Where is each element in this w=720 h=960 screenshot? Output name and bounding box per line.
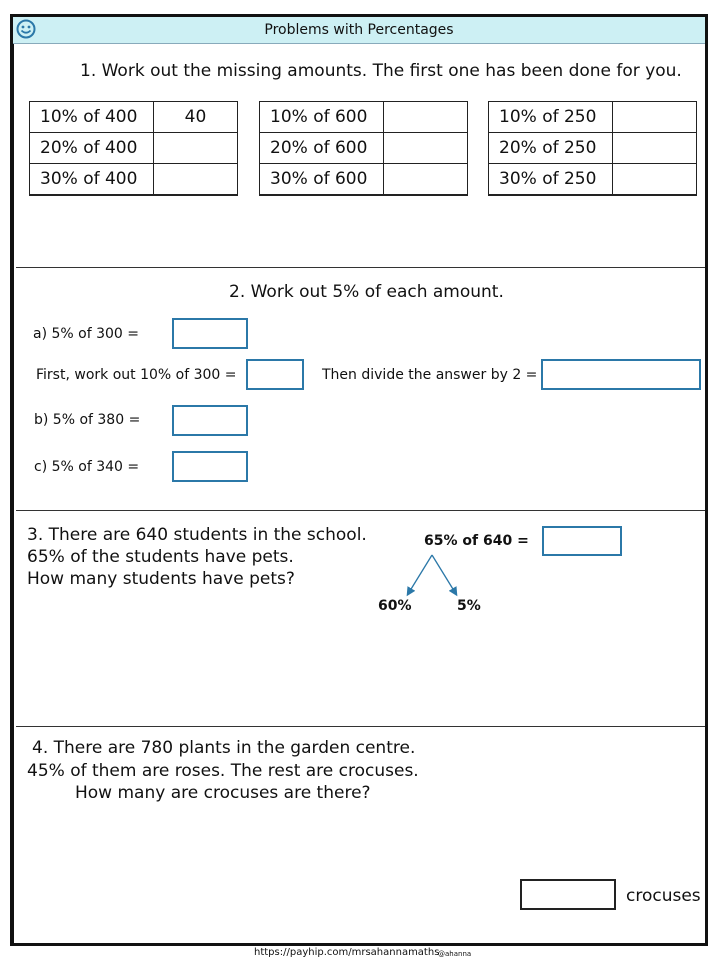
table-row [260, 102, 468, 133]
q4-line-2: 45% of them are roses. The rest are crocuses. [27, 761, 419, 781]
q1-prompt: 1. Work out the missing amounts. The first one has been done for you. [80, 61, 682, 81]
q3-line-2: 65% of the students have pets. [27, 547, 294, 567]
q1-table-2 [259, 101, 468, 196]
table-cell-label: 10% of 600 [260, 102, 384, 133]
answer-cell[interactable] [384, 102, 468, 133]
q3-line-3: How many students have pets? [27, 569, 295, 589]
section-divider [16, 726, 705, 727]
table-cell-label: 20% of 400 [30, 133, 154, 164]
q3-answer-box[interactable] [542, 526, 622, 556]
q4-answer-box[interactable] [520, 879, 616, 910]
table-cell-label: 10% of 400 [30, 102, 154, 133]
q2b-answer-box[interactable] [172, 405, 248, 436]
q2-divide-box[interactable] [541, 359, 701, 390]
answer-cell[interactable] [613, 164, 697, 195]
arrow-right [432, 555, 456, 594]
q4-unit-label: crocuses [626, 886, 701, 906]
answer-cell[interactable] [384, 133, 468, 164]
table-cell-label: 30% of 400 [30, 164, 154, 195]
q4-line-1: 4. There are 780 plants in the garden centre. [32, 738, 416, 758]
table-row [30, 102, 238, 133]
q2-hint-then: Then divide the answer by 2 = [322, 367, 538, 383]
q1-table-3 [488, 101, 697, 196]
q3-equation: 65% of 640 = [424, 533, 529, 549]
split-right-label: 5% [457, 598, 481, 614]
q2a-label: a) 5% of 300 = [33, 326, 139, 342]
table-cell-label: 30% of 250 [489, 164, 613, 195]
section-divider [16, 510, 705, 511]
table-row [489, 164, 697, 195]
table-row [489, 133, 697, 164]
table-cell-label: 20% of 600 [260, 133, 384, 164]
table-cell-label: 10% of 250 [489, 102, 613, 133]
split-arrows [370, 552, 490, 602]
q2c-label: c) 5% of 340 = [34, 459, 140, 475]
table-row [30, 133, 238, 164]
q2b-label: b) 5% of 380 = [34, 412, 141, 428]
q1-table-1 [29, 101, 238, 196]
answer-cell[interactable] [384, 164, 468, 195]
q4-line-3: How many are crocuses are there? [75, 783, 371, 803]
answer-cell[interactable] [154, 133, 238, 164]
answer-cell[interactable] [613, 102, 697, 133]
q2a-answer-box[interactable] [172, 318, 248, 349]
q2-ten-percent-box[interactable] [246, 359, 304, 390]
table-row [30, 164, 238, 195]
table-row [489, 102, 697, 133]
table-cell-label: 30% of 600 [260, 164, 384, 195]
answer-cell[interactable]: 40 [154, 102, 238, 133]
arrow-left [408, 555, 432, 594]
footer-url[interactable]: https://payhip.com/mrsahannamaths [254, 947, 440, 958]
table-cell-label: 20% of 250 [489, 133, 613, 164]
q2c-answer-box[interactable] [172, 451, 248, 482]
q2-prompt: 2. Work out 5% of each amount. [229, 282, 504, 302]
split-left-label: 60% [378, 598, 412, 614]
footer-handle: @ahanna [438, 950, 472, 958]
q3-line-1: 3. There are 640 students in the school. [27, 525, 367, 545]
section-divider [16, 267, 705, 268]
page-title: Problems with Percentages [264, 22, 454, 38]
table-row [260, 133, 468, 164]
table-row [260, 164, 468, 195]
q2-hint-first: First, work out 10% of 300 = [36, 367, 237, 383]
answer-cell[interactable] [154, 164, 238, 195]
answer-cell[interactable] [613, 133, 697, 164]
title-bar [13, 17, 705, 44]
